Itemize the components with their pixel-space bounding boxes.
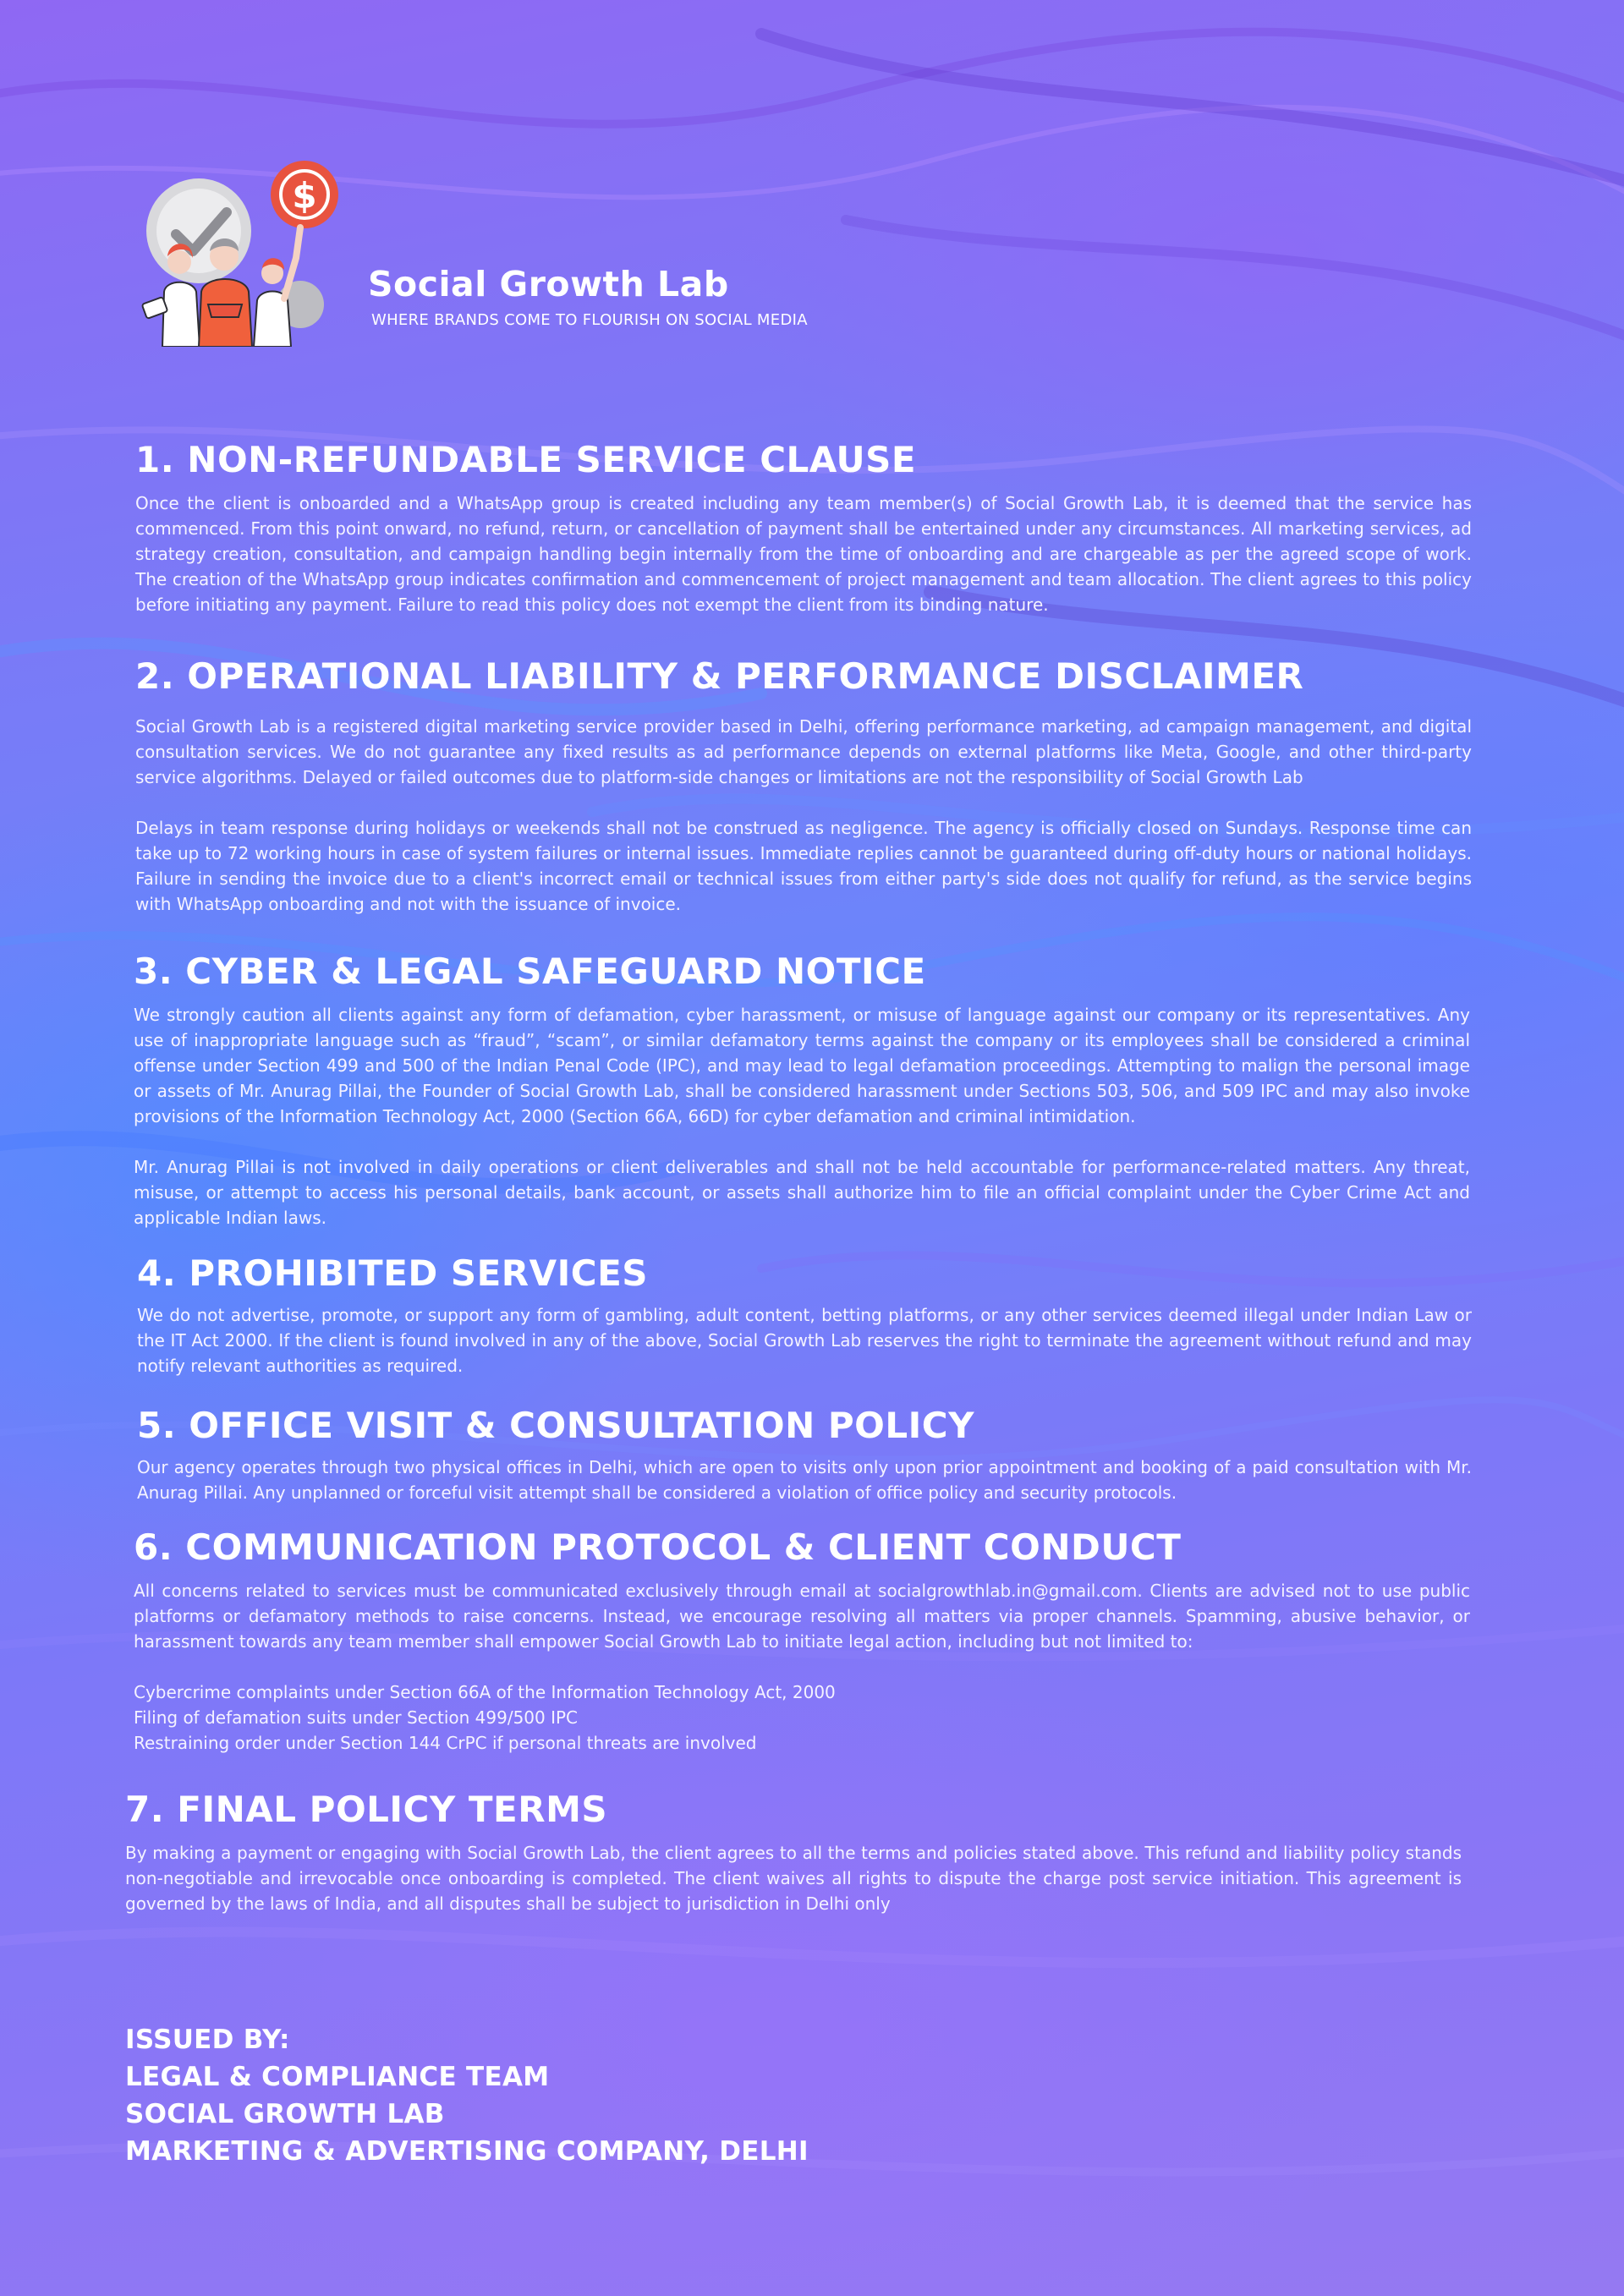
section-heading: 5. OFFICE VISIT & CONSULTATION POLICY (137, 1405, 975, 1446)
section-office-visit (137, 1406, 1472, 1505)
section-paragraph: We do not advertise, promote, or support any form of gambling, adult content, betting platforms, or any other services deemed illegal under Indian Law or the IT Act 2000. If the client is found involved in any of the above, Social Growth Lab reserves the right to terminate the agreement without refund and may notify relevant authorities as required. (137, 1305, 1472, 1377)
section-paragraph: We strongly caution all clients against any form of defamation, cyber harassment, or misuse of language against our company or its representatives. Any use of inappropriate language such as “fraud”, “scam”, or similar defamatory terms against the company or its employees shall be considered a criminal offense under Section 499 and 500 of the Indian Penal Code (IPC), and may lead to legal defamation proceedings. Attempting to malign the personal image or assets of Mr. Anurag Pillai, the Founder of Social Growth Lab, shall be considered harassment under Sections 503, 506, and 509 IPC and may also invoke provisions of the Information Technology Act, 2000 (Section 66A, 66D) for cyber defamation and criminal intimidation. (134, 1005, 1470, 1127)
section-communication-protocol (134, 1527, 1470, 1756)
section-paragraph: Mr. Anurag Pillai is not involved in daily operations or client deliverables and shall not be held accountable for performance-related matters. Any threat, misuse, or attempt to access his personal details, bank account, or assets shall authorize him to file an official complaint under the Cyber Crime Act and applicable Indian laws. (134, 1157, 1470, 1229)
team-dollar-check-icon (127, 156, 343, 347)
issued-by-block (125, 2021, 809, 2170)
section-heading: 1. NON-REFUNDABLE SERVICE CLAUSE (135, 439, 917, 480)
section-heading: 4. PROHIBITED SERVICES (137, 1252, 649, 1294)
brand-tagline: WHERE BRANDS COME TO FLOURISH ON SOCIAL MEDIA (371, 311, 808, 329)
list-item: Restraining order under Section 144 CrPC if personal threats are involved (134, 1733, 757, 1754)
brand-name: Social Growth Lab (368, 264, 729, 304)
issued-by-label: ISSUED BY: (125, 2025, 290, 2055)
section-non-refundable (135, 440, 1472, 617)
issuer-company: SOCIAL GROWTH LAB (125, 2099, 445, 2129)
section-paragraph: All concerns related to services must be communicated exclusively through email at socialgrowthlab.in@gmail.com. Clients are advised not to use public platforms or defamatory methods to raise concerns. Instead, we encourage resolving all matters via proper channels. Spamming, abusive behavior, or harassment towards any team member shall empower Social Growth Lab to initiate legal action, including but not limited to: (134, 1581, 1470, 1652)
section-paragraph: Delays in team response during holidays or weekends shall not be construed as negligence. The agency is officially closed on Sundays. Response time can take up to 72 working hours in case of system failures or internal issues. Immediate replies cannot be guaranteed during off-duty hours or national holidays. Failure in sending the invoice due to a client's incorrect email or technical issues from either party's side does not qualify for refund, as the service begins with WhatsApp onboarding and not with the issuance of invoice. (135, 818, 1472, 915)
section-paragraph: Once the client is onboarded and a WhatsApp group is created including any team member(s) of Social Growth Lab, it is deemed that the service has commenced. From this point onward, no refund, return, or cancellation of payment shall be entertained under any circumstances. All marketing services, ad strategy creation, consultation, and campaign handling begin internally from the time of onboarding and are chargeable as per the agreed scope of work. The creation of the WhatsApp group indicates confirmation and commencement of project management and team allocation. The client agrees to this policy before initiating any payment. Failure to read this policy does not exempt the client from its binding nature. (135, 493, 1472, 616)
section-cyber-legal (134, 951, 1470, 1230)
list-item: Cybercrime complaints under Section 66A of the Information Technology Act, 2000 (134, 1682, 836, 1703)
section-heading: 3. CYBER & LEGAL SAFEGUARD NOTICE (134, 951, 926, 992)
list-item: Filing of defamation suits under Section 499/500 IPC (134, 1707, 579, 1729)
logo-badge-dollar: $ (292, 175, 317, 216)
section-final-policy-terms (125, 1789, 1462, 1916)
issuer-team: LEGAL & COMPLIANCE TEAM (125, 2062, 550, 2092)
section-heading: 7. FINAL POLICY TERMS (125, 1789, 608, 1830)
section-prohibited-services (137, 1253, 1472, 1378)
section-paragraph: Social Growth Lab is a registered digital marketing service provider based in Delhi, offering performance marketing, ad campaign management, and digital consultation services. We do not guarantee any fixed results as ad performance depends on external platforms like Meta, Google, and other third-party service algorithms. Delayed or failed outcomes due to platform-side changes or limitations are not the responsibility of Social Growth Lab (135, 716, 1472, 788)
section-paragraph: Our agency operates through two physical offices in Delhi, which are open to visits only upon prior appointment and booking of a paid consultation with Mr. Anurag Pillai. Any unplanned or forceful visit attempt shall be considered a violation of office policy and security protocols. (137, 1457, 1472, 1504)
legal-action-list (134, 1680, 1470, 1756)
section-operational-liability (135, 656, 1472, 917)
issuer-location: MARKETING & ADVERTISING COMPANY, DELHI (125, 2136, 809, 2167)
section-heading: 6. COMMUNICATION PROTOCOL & CLIENT CONDUCT (134, 1526, 1182, 1568)
section-paragraph: By making a payment or engaging with Social Growth Lab, the client agrees to all the terms and policies stated above. This refund and liability policy stands non-negotiable and irrevocable once onboarding is completed. The client waives all rights to dispute the charge post service initiation. This agreement is governed by the laws of India, and all disputes shall be subject to jurisdiction in Delhi only (125, 1843, 1462, 1915)
section-heading: 2. OPERATIONAL LIABILITY & PERFORMANCE DISCLAIMER (135, 655, 1304, 697)
